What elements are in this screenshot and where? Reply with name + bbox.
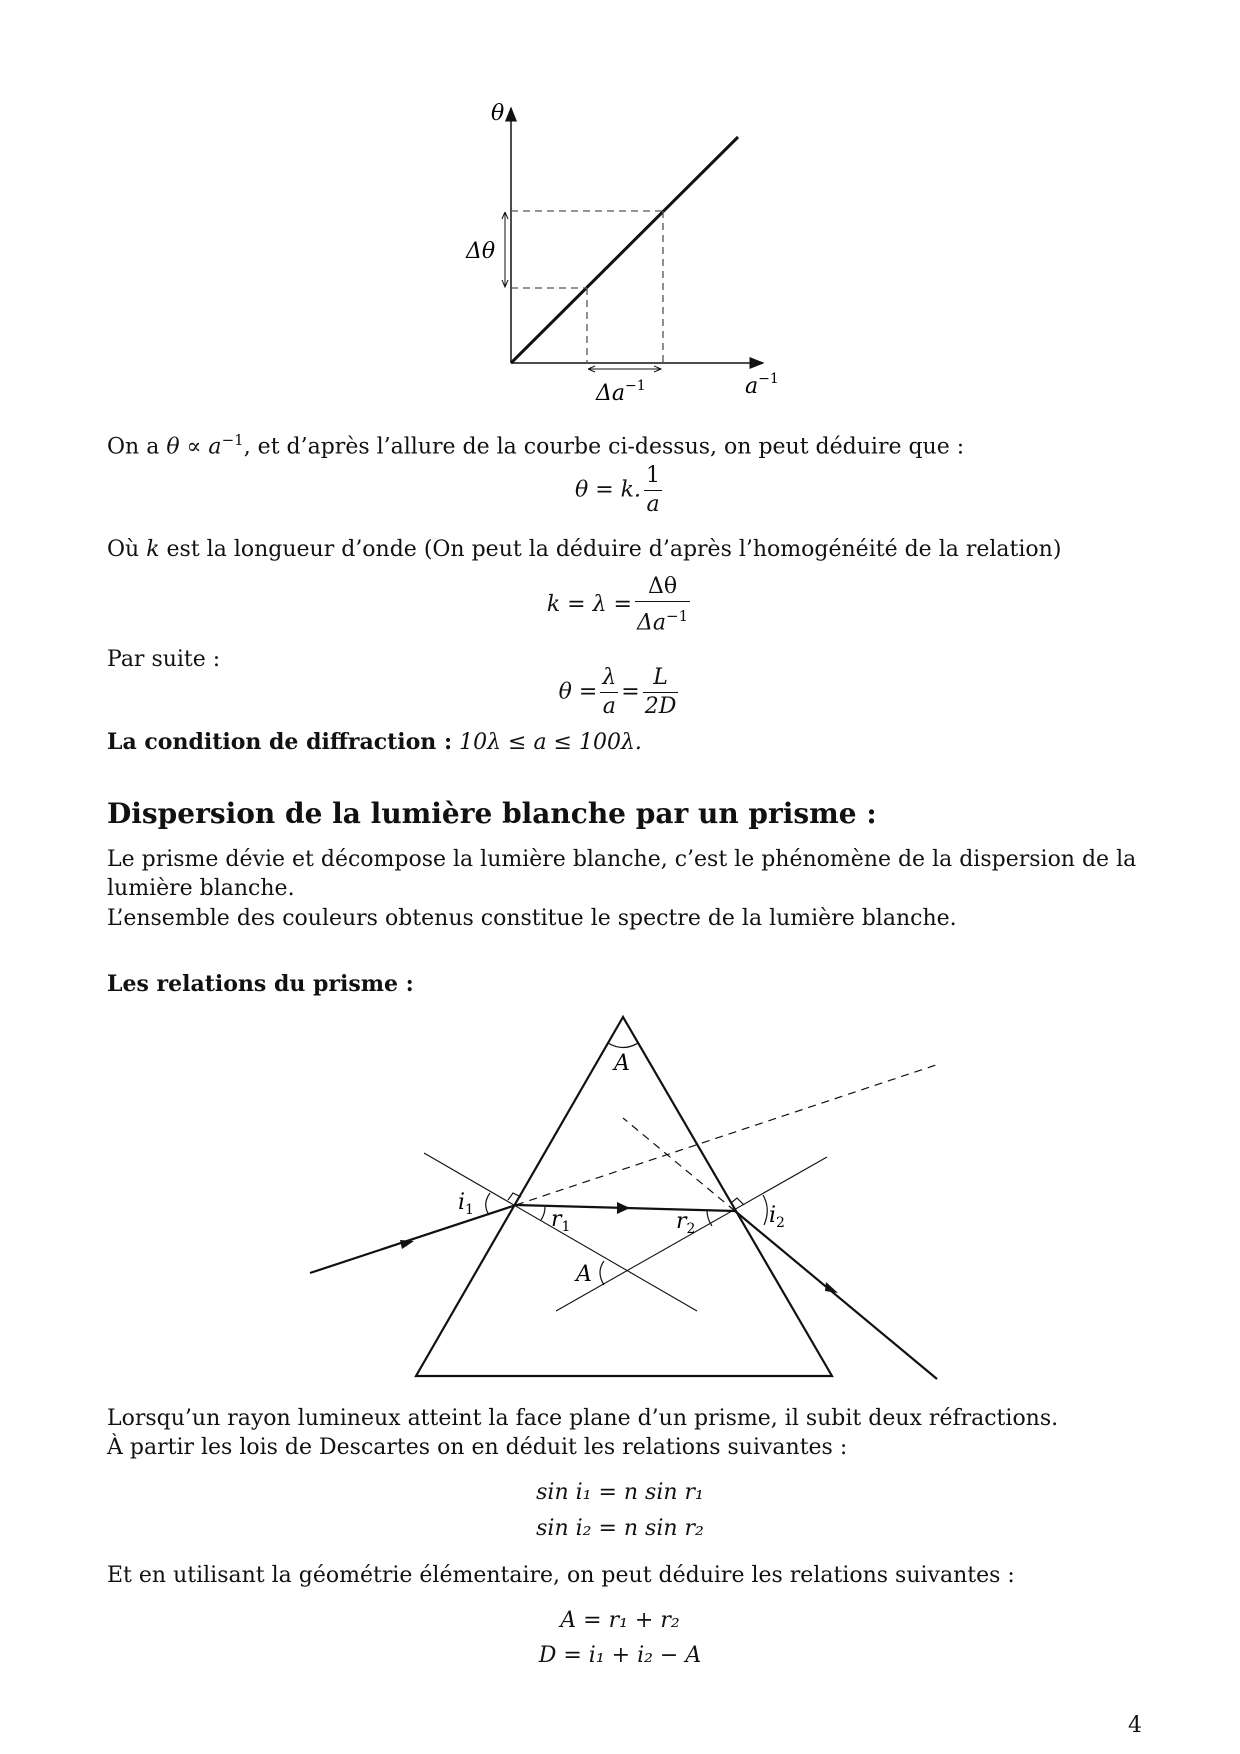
equation-k-lambda: k = λ = $\frac{\Delta\theta}{\Delta a^{-1}}$ <box>546 574 689 636</box>
emergent-ray-arrow <box>825 1282 838 1293</box>
equation-theta-k: θ = k. $\frac{1}{a}$ <box>575 463 660 517</box>
fraction-delta: $\frac{\Delta\theta}{\Delta a^{-1}}$ <box>636 574 689 636</box>
incident-ray <box>310 1205 516 1273</box>
normal-line-1 <box>424 1153 697 1311</box>
inner-angle-label: A <box>576 1262 592 1287</box>
equation-A: A = r₁ + r₂ <box>560 1608 680 1633</box>
dashed-extension-1 <box>516 1064 939 1205</box>
r2-label: $r_2$ <box>676 1209 696 1237</box>
paragraph-descartes: À partir les lois de Descartes on en déduit les relations suivantes : <box>107 1435 848 1460</box>
inner-angle-arc <box>600 1261 604 1285</box>
page-number: 4 <box>1128 1713 1142 1738</box>
x-axis-label: $a^{-1}$ <box>745 371 779 399</box>
refracted-ray-arrow <box>617 1202 630 1214</box>
emergent-ray <box>735 1211 937 1379</box>
i1-arc <box>486 1193 490 1215</box>
apex-angle-arc <box>608 1043 638 1048</box>
delta-theta-label: Δθ <box>466 239 496 264</box>
paragraph-par-suite: Par suite : <box>107 647 221 672</box>
equation-theta-lambda: θ = $\frac{\lambda}{a}$ = $\frac{L}{2D}$ <box>558 665 677 719</box>
diffraction-condition: La condition de diffraction : 10λ ≤ a ≤ 100λ. <box>107 729 642 755</box>
y-axis-label: θ <box>491 101 505 126</box>
paragraph-dispersion: Le prisme dévie et décompose la lumière blanche, c’est le phénomène de la dispersion de la lumière blanche. <box>107 847 1137 901</box>
incident-ray-arrow <box>400 1240 414 1249</box>
fraction-1-over-a: $\frac{1}{a}$ <box>646 463 660 517</box>
theta-vs-inverse-a-graph <box>0 0 1240 420</box>
paragraph-wavelength: Où k est la longueur d’onde (On peut la déduire d’après l’homogénéité de la relation) <box>107 537 1062 562</box>
dashed-extension-2 <box>623 1118 735 1211</box>
apex-angle-label: A <box>614 1051 630 1076</box>
prism-diagram <box>0 1000 1240 1390</box>
paragraph-geometrie: Et en utilisant la géométrie élémentaire, on peut déduire les relations suivantes : <box>107 1563 1015 1588</box>
subsection-title: Les relations du prisme : <box>107 971 414 997</box>
equation-sin-i2: sin i₂ = n sin r₂ <box>536 1516 704 1541</box>
delta-a-label: $\Delta a^{-1}$ <box>596 378 646 406</box>
r1-label: $r_1$ <box>551 1207 571 1235</box>
linear-curve <box>511 137 738 363</box>
i2-label: $i_2$ <box>769 1203 785 1231</box>
equation-D: D = i₁ + i₂ − A <box>538 1643 702 1668</box>
i2-arc <box>763 1195 767 1225</box>
i1-label: $i_1$ <box>458 1190 474 1218</box>
section-title: Dispersion de la lumière blanche par un prisme : <box>107 797 877 830</box>
equation-sin-i1: sin i₁ = n sin r₁ <box>536 1480 704 1505</box>
r1-arc <box>541 1207 545 1220</box>
paragraph-proportionality: On a $\theta \propto a^{-1}$, et d’après l’allure de la courbe ci-dessus, on peut déduire que : <box>107 431 965 460</box>
paragraph-spectre: L’ensemble des couleurs obtenus constitue le spectre de la lumière blanche. <box>107 906 957 931</box>
paragraph-refractions: Lorsqu’un rayon lumineux atteint la face plane d’un prisme, il subit deux réfractions. <box>107 1406 1059 1431</box>
